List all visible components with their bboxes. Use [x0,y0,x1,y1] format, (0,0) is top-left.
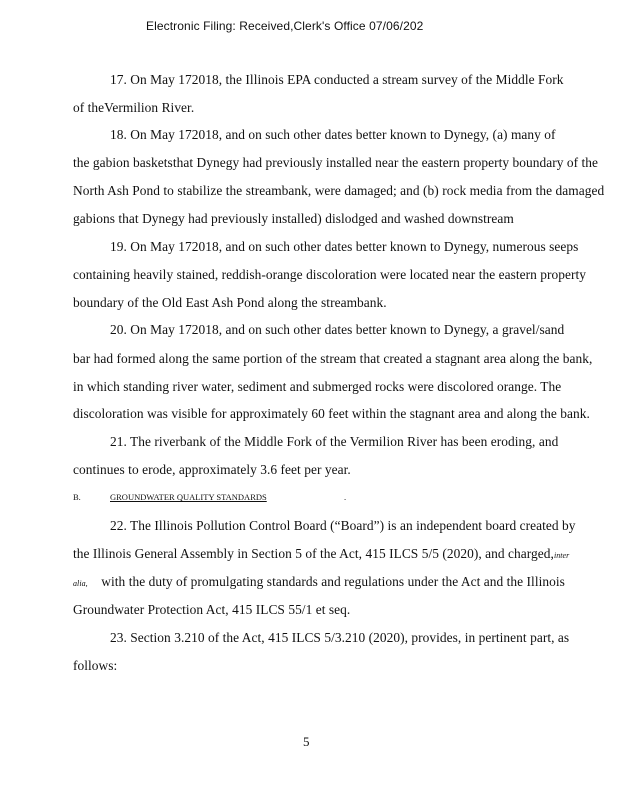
paragraph-22-line-3 [73,574,565,590]
paragraph-18-line-1: 18. On May 172018, and on such other dates better known to Dynegy, (a) many of [110,127,556,142]
paragraph-18-line-3: North Ash Pond to stabilize the streambank, were damaged; and (b) rock media from the damaged [73,183,605,198]
paragraph-20-line-2: bar had formed along the same portion of the stream that created a stagnant area along the bank, [73,351,593,366]
paragraph-22-line-3-text: with the duty of promulgating standards and regulations under the Act and the Illinois [101,574,565,589]
paragraph-17-line-1: 17. On May 172018, the Illinois EPA conducted a stream survey of the Middle Fork [110,72,564,87]
paragraph-18-line-2: the gabion basketsthat Dynegy had previously installed near the eastern property boundary of the [73,155,599,170]
electronic-filing-header: Electronic Filing: Received,Clerk's Office 07/06/202 [146,19,424,33]
section-b-title: GROUNDWATER QUALITY STANDARDS [110,492,267,502]
section-b-label: B. [73,492,81,502]
paragraph-20-line-3: in which standing river water, sediment and submerged rocks were discolored orange. The [73,379,562,394]
paragraph-20-line-4: discoloration was visible for approximately 60 feet within the stagnant area and along the bank. [73,406,590,421]
paragraph-21-line-1: 21. The riverbank of the Middle Fork of the Vermilion River has been eroding, and [110,434,559,449]
inter-italic: inter [553,551,570,560]
paragraph-22-line-2 [73,546,569,562]
section-b-heading [110,492,346,502]
paragraph-19-line-2: containing heavily stained, reddish-orange discoloration were located near the eastern property [73,267,587,282]
paragraph-17-line-2: of theVermilion River. [73,100,195,115]
paragraph-19-line-3: boundary of the Old East Ash Pond along the streambank. [73,295,387,310]
paragraph-22-line-1: 22. The Illinois Pollution Control Board (“Board”) is an independent board created by [110,518,576,533]
paragraph-22-line-4: Groundwater Protection Act, 415 ILCS 55/1 et seq. [73,602,351,617]
paragraph-19-line-1: 19. On May 172018, and on such other dates better known to Dynegy, numerous seeps [110,239,579,254]
section-b-period: . [344,492,347,502]
paragraph-23-line-2: follows: [73,658,118,673]
paragraph-18-line-4: gabions that Dynegy had previously installed) dislodged and washed downstream [73,211,514,226]
paragraph-23-line-1: 23. Section 3.210 of the Act, 415 ILCS 5/3.210 (2020), provides, in pertinent part, as [110,630,570,645]
paragraph-20-line-1: 20. On May 172018, and on such other dates better known to Dynegy, a gravel/sand [110,322,565,337]
paragraph-21-line-2: continues to erode, approximately 3.6 feet per year. [73,462,351,477]
page-number: 5 [303,734,310,749]
alia-italic: alia, [73,579,88,588]
paragraph-22-line-2-text: the Illinois General Assembly in Section 5 of the Act, 415 ILCS 5/5 (2020), and charged, [73,546,554,561]
